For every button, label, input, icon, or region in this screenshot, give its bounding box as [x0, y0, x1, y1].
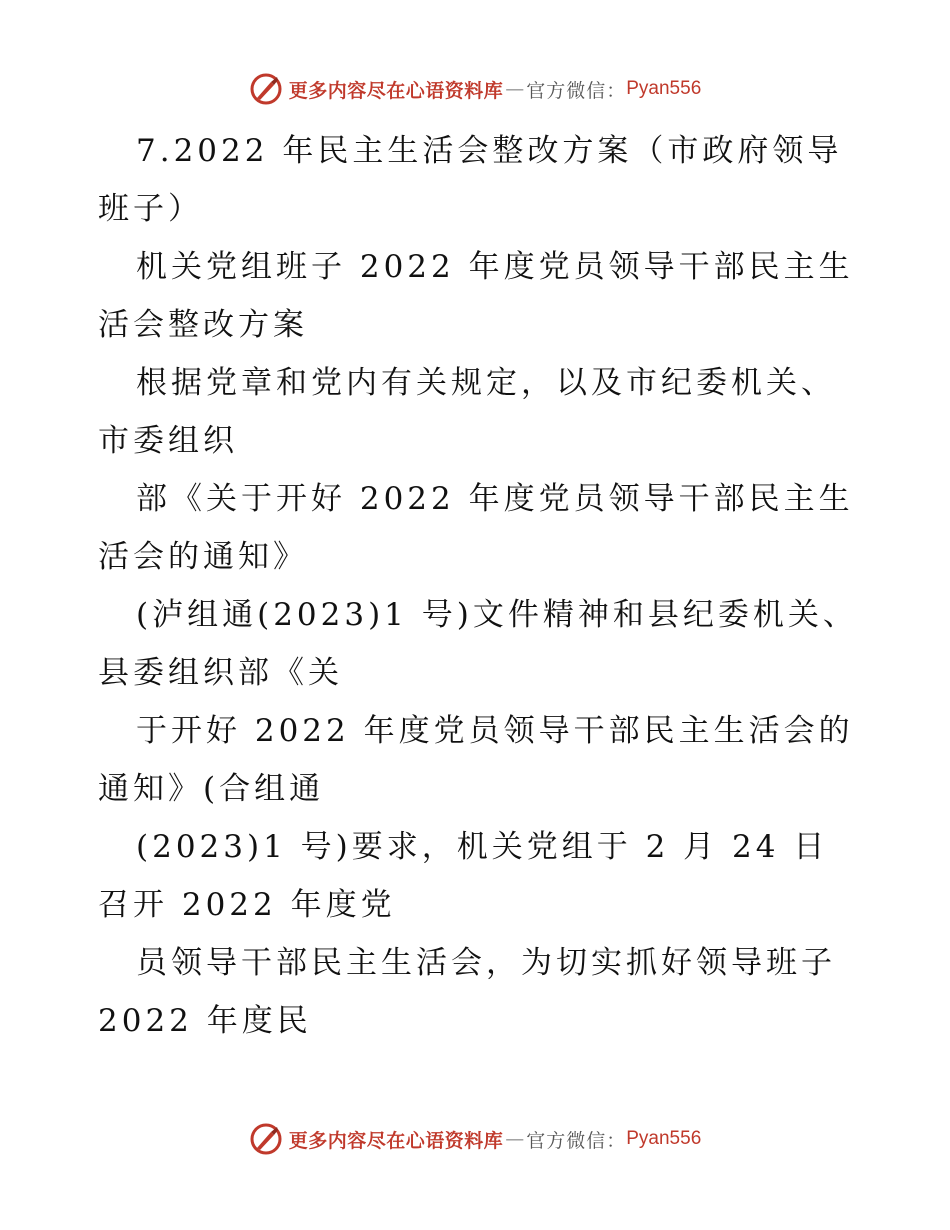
document-subtitle: 机关党组班子 2022 年度党员领导干部民主生活会整改方案	[98, 249, 854, 343]
quill-logo-icon	[249, 72, 283, 106]
watermark-brand: 更多内容尽在心语资料库	[288, 1129, 504, 1152]
watermark-account: Pyan556	[626, 1128, 702, 1149]
watermark-brand: 更多内容尽在心语资料库	[288, 79, 504, 102]
watermark-dash: —	[505, 78, 525, 100]
watermark-wechat-label: 官方微信：	[526, 79, 627, 102]
document-body	[98, 122, 858, 1050]
watermark-dash: —	[505, 1128, 525, 1150]
body-paragraph: (2023)1 号)要求，机关党组于 2 月 24 日召开 2022 年度党	[98, 829, 829, 923]
body-paragraph: 于开好 2022 年度党员领导干部民主生活会的通知》(合组通	[98, 713, 854, 807]
body-paragraph: 根据党章和党内有关规定，以及市纪委机关、市委组织	[98, 365, 836, 459]
footer-watermark	[0, 1122, 950, 1156]
document-title: 7.2022 年民主生活会整改方案（市政府领导班子）	[98, 133, 843, 227]
body-paragraph: 部《关于开好 2022 年度党员领导干部民主生活会的通知》	[98, 481, 854, 575]
watermark-account: Pyan556	[626, 78, 702, 99]
body-paragraph: 员领导干部民主生活会，为切实抓好领导班子 2022 年度民	[98, 945, 836, 1039]
header-watermark	[0, 72, 950, 106]
body-paragraph: (泸组通(2023)1 号)文件精神和县纪委机关、县委组织部《关	[98, 597, 858, 691]
quill-logo-icon	[249, 1122, 283, 1156]
watermark-wechat-label: 官方微信：	[526, 1129, 627, 1152]
